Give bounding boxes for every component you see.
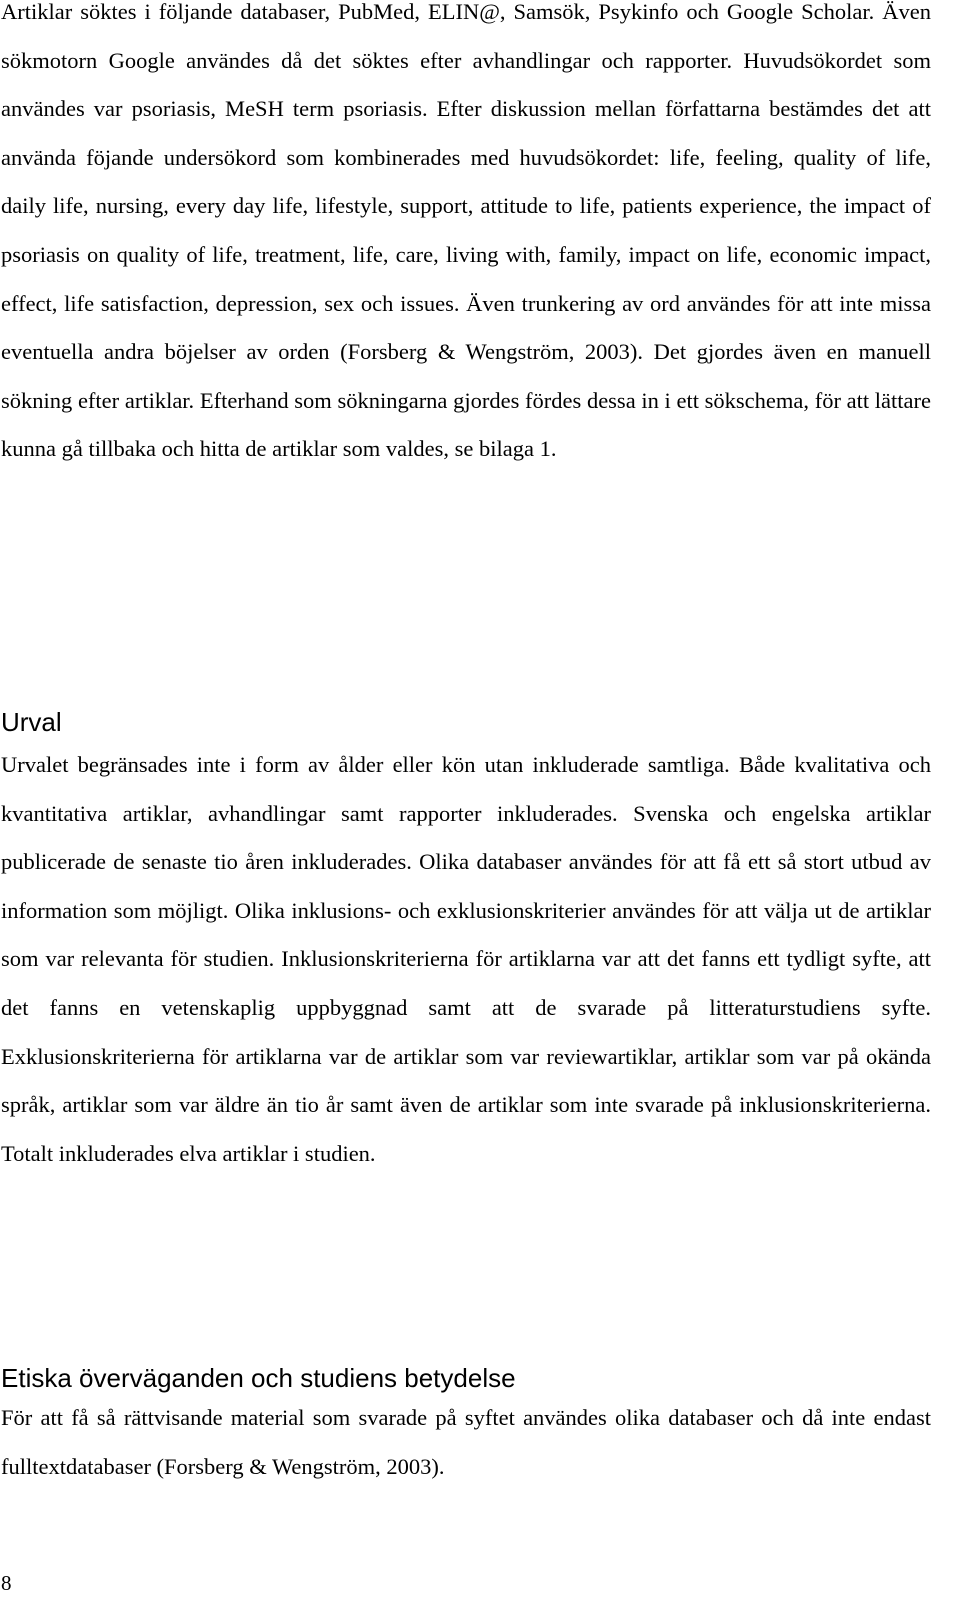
paragraph-ethics: För att få så rättvisande material som svarade på syftet användes olika databaser och då inte endast fulltextdatabaser (Forsberg & Wengström, 2003). [1, 1405, 931, 1479]
page-number: 8 [1, 1571, 12, 1595]
heading-ethics: Etiska överväganden och studiens betydelse [1, 1363, 516, 1393]
paragraph-urval: Urvalet begränsades inte i form av ålder eller kön utan inkluderade samtliga. Både kvalitativa och kvantitativa artiklar, avhandlingar samt rapporter inkluderades. Svenska och engelska artiklar publicerade de senaste tio åren inkluderades. Olika databaser användes för att få ett så stort utbud av information som möjligt. Olika inklusions- och exklusionskriterier användes för att välja ut de artiklar som var relevanta för studien. Inklusionskriterierna för artiklarna var att det fanns ett tydligt syfte, att det fanns en vetenskaplig uppbyggnad samt att de svarade på litteraturstudiens syfte. Exklusionskriterierna för artiklarna var de artiklar som var reviewartiklar, artiklar som var på okända språk, artiklar som var äldre än tio år samt även de artiklar som inte svarade på inklusionskriterierna. Totalt inkluderades elva artiklar i studien. [1, 752, 931, 1166]
heading-urval: Urval [1, 707, 62, 737]
paragraph-search-method: Artiklar söktes i följande databaser, PubMed, ELIN@, Samsök, Psykinfo och Google Scholar. Även sökmotorn Google användes då det söktes efter avhandlingar och rapporter. Huvudsökordet som användes var psoriasis, MeSH term psoriasis. Efter diskussion mellan författarna bestämdes det att använda föjande undersökord som kombinerades med huvudsökordet: life, feeling, quality of life, daily life, nursing, every day life, lifestyle, support, attitude to life, patients experience, the impact of psoriasis on quality of life, treatment, life, care, living with, family, impact on life, economic impact, effect, life satisfaction, depression, sex och issues. Även trunkering av ord användes för att inte missa eventuella andra böjelser av orden (Forsberg & Wengström, 2003). Det gjordes även en manuell sökning efter artiklar. Efterhand som sökningarna gjordes fördes dessa in i ett sökschema, för att lättare kunna gå tillbaka och hitta de artiklar som valdes, se bilaga 1. [1, 0, 931, 462]
